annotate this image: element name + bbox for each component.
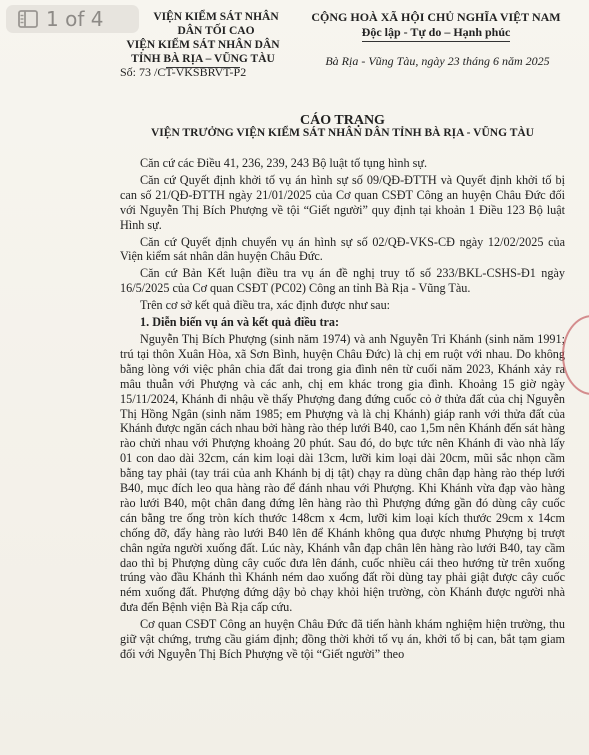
paragraph: Nguyễn Thị Bích Phượng (sinh năm 1974) và anh Nguyễn Tri Khánh (sinh năm 1991; trú tại thôn Xuân Hòa, xã Sơn Bình, huyện Châu Đức) là chị em ruột với nhau. Do không bằng lòng với việc phân chia đất đai trong gia đình nên từ cuối năm 2023, Khánh xảy ra mâu thuẫn với Phượng và các anh, chị em khác trong gia đình. Khoảng 15 giờ ngày 15/11/2024, Khánh đi nhậu về thấy Phượng đang đứng cuốc cỏ ở thửa đất của chị Nguyễn Thị Hồng Ngân (sinh năm 1985; em Phượng và là chị Khánh) giáp ranh với thửa đất của Khánh được ngăn cách nhau bởi hàng rào thép lưới B40, cao 1,5m nên Khánh đến sát hàng rào chửi nhau với Phượng khoảng 20 phút. Sau đó, do bực tức nên Khánh đi vào nhà lấy 01 con dao dài 32cm, cán kim loại dài 13cm, lưỡi kim loại dài 20cm, mũi sắc nhọn cầm bằng tay phải (tay trái của anh Khánh bị dị tật) chạy ra dùng chân đạp hàng rào thép lưới B40, mục đích leo qua hàng rào để đánh nhau với Phượng. Khi Khánh vừa đạp vào hàng rào lưới B40, một chân đang đứng lên hàng rào thì Phượng đứng gần đó dùng cây cuốc cán bằng tre ống tròn kích thước 148cm x 4cm, lưỡi kim loại kích thước 29cm x 14cm chống đỡ, đẩy hàng rào lưới B40 lên để Khánh không qua được nhưng Phượng bị trượt chân ngửa người xuống đất. Lúc này, Khánh vẫn đạp chân lên hàng rào lưới B40, tay cầm dao thì bị Phượng dùng cây cuốc đưa lên đánh, cuốc nhiều cái theo hướng từ trên xuống trúng vào đầu Khánh thì Khánh ném dao xuống đất rồi dùng tay phải giật được cây cuốc ném xuống đất. Phượng đứng dậy bỏ chạy khỏi hiện trường, còn Khánh được người nhà đưa đến Bệnh viện Bà Rịa cấp cứu. bbox=[120, 331, 565, 615]
paragraph: Cơ quan CSĐT Công an huyện Châu Đức đã tiến hành khám nghiệm hiện trường, thu giữ vật chứng, trưng cầu giám định; đồng thời khởi tố vụ án, khởi tố bị can, bắt tạm giam đối với Nguyễn Thị Bích Phượng về tội “Giết người” theo bbox=[120, 617, 565, 661]
national-motto: Độc lập - Tự do – Hạnh phúc bbox=[361, 25, 511, 39]
agency-line-1: VIỆN KIỂM SÁT NHÂN DÂN TỐI CAO bbox=[153, 11, 279, 37]
document-date: Bà Rịa - Vũng Tàu, ngày 23 tháng 6 năm 2025 bbox=[325, 54, 550, 68]
motto-underline bbox=[362, 41, 510, 42]
paragraph: Căn cứ Quyết định khởi tố vụ án hình sự số 09/QĐ-ĐTTH và Quyết định khởi tố bị can số 21/QĐ-ĐTTH ngày 21/01/2025 của Cơ quan CSĐT Công an huyện Châu Đức đối với Nguyễn Thị Bích Phượng về tội “Giết người” quy định tại khoản 1 Điều 123 Bộ luật Hình sự. bbox=[120, 172, 565, 232]
page-list-icon bbox=[18, 10, 38, 28]
paragraph: Căn cứ Quyết định chuyển vụ án hình sự số 02/QĐ-VKS-CĐ ngày 12/02/2025 của Viện kiểm sát nhân dân huyện Châu Đức. bbox=[120, 234, 565, 264]
agency-line-2: VIỆN KIỂM SÁT NHÂN DÂN bbox=[126, 39, 280, 51]
national-header bbox=[298, 10, 574, 42]
document-title: CÁO TRẠNG bbox=[300, 113, 385, 128]
document-body bbox=[120, 156, 565, 664]
national-title: CỘNG HOÀ XÃ HỘI CHỦ NGHĨA VIỆT NAM bbox=[311, 10, 561, 24]
official-seal bbox=[562, 315, 589, 395]
section-heading: 1. Diễn biến vụ án và kết quả điều tra: bbox=[140, 315, 340, 330]
document-number: Số: 73 /CT-VKSBRVT-P2 bbox=[120, 65, 247, 79]
document-subtitle: VIỆN TRƯỞNG VIỆN KIỂM SÁT NHÂN DÂN TỈNH BÀ RỊA - VŨNG TÀU bbox=[151, 127, 534, 139]
paragraph: Căn cứ các Điều 41, 236, 239, 243 Bộ luật tố tụng hình sự. bbox=[140, 156, 428, 170]
paragraph: Căn cứ Bản Kết luận điều tra vụ án đề nghị truy tố số 233/BKL-CSHS-Đ1 ngày 16/5/2025 của Cơ quan CSĐT (PC02) Công an tỉnh Bà Rịa - Vũng Tàu. bbox=[120, 266, 565, 296]
page-indicator-label: 1 of 4 bbox=[46, 7, 104, 31]
paragraph: Trên cơ sở kết quả điều tra, xác định được như sau: bbox=[140, 298, 391, 313]
agency-line-3: TỈNH BÀ RỊA – VŨNG TÀU bbox=[131, 53, 275, 65]
agency-header bbox=[118, 10, 288, 68]
